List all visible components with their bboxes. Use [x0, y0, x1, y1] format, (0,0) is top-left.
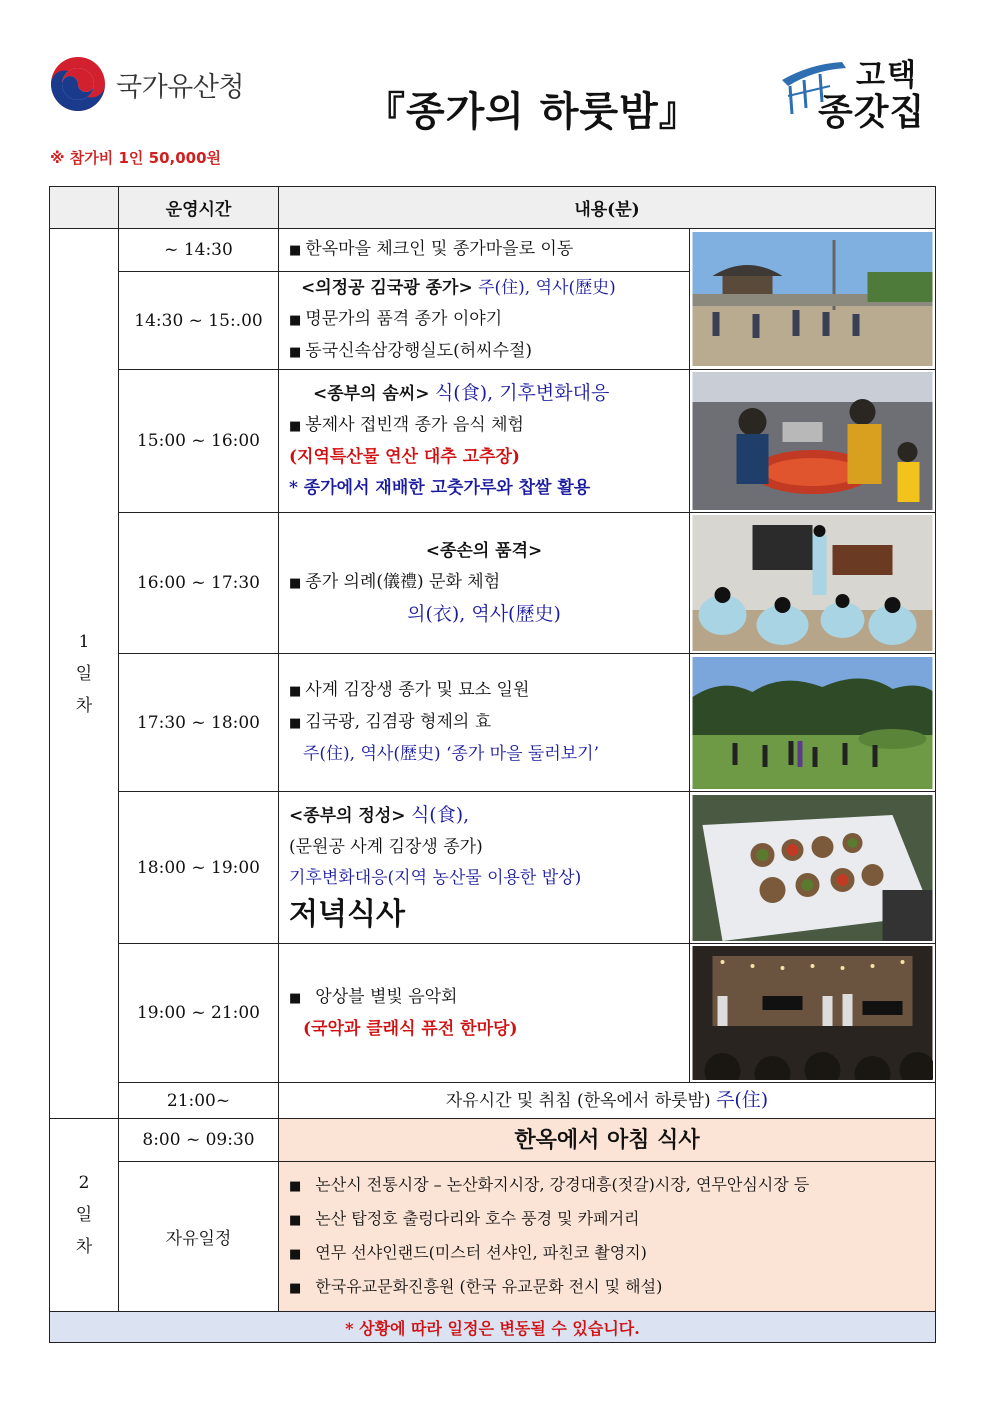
time-cell: 16:00 ~ 17:30 — [119, 513, 279, 654]
brand-line2: 종갓집 — [818, 92, 926, 133]
content-line: 김국광, 김겸광 형제의 효 — [305, 712, 492, 732]
concert-photo — [692, 946, 933, 1080]
content-tag: 식(食), — [410, 803, 470, 826]
time-cell: 14:30 ~ 15:.00 — [119, 272, 279, 370]
brand-line1: 고택 — [856, 58, 918, 93]
time-cell: 21:00~ — [119, 1083, 279, 1119]
table-row — [50, 792, 936, 944]
brand-logo — [780, 50, 950, 133]
photo-cell — [690, 792, 936, 944]
content-cell: ■ 논산시 전통시장 – 논산화지시장, 강경대흥(젓갈)시장, 연무안심시장 등 ■ 논산 탑정호 출렁다리와 호수 풍경 및 카페거리 ■ 연무 선샤인랜드(미스터 션샤인, 파친코 촬영지) ■ 한국유교문화진흥원 (한국 유교문화 전시 및 해설) — [279, 1162, 936, 1312]
content-line: 앙상블 별빛 음악회 — [315, 986, 458, 1007]
table-row — [50, 513, 936, 654]
content-cell: ■ 앙상블 별빛 음악회 (국악과 클래식 퓨전 한마당) — [279, 944, 690, 1083]
page-header — [0, 0, 992, 180]
content-cell: ■ 한옥마을 체크인 및 종가마을로 이동 — [279, 229, 690, 272]
header-content: 내용(분) — [279, 187, 936, 229]
table-row — [50, 1119, 936, 1162]
time-cell: 19:00 ~ 21:00 — [119, 944, 279, 1083]
taeguk-icon — [50, 56, 106, 112]
content-line: * 종가에서 재배한 고춧가루와 찹쌀 활용 — [289, 478, 591, 498]
content-tag: 주(住), 역사(歷史) — [478, 278, 616, 298]
content-line: (문원공 사계 김장생 종가) — [289, 836, 483, 857]
photo-cell — [690, 654, 936, 792]
content-line: 동국신속삼강행실도(허씨수절) — [305, 341, 533, 361]
table-row — [50, 1083, 936, 1119]
list-item: 한국유교문화진흥원 (한국 유교문화 전시 및 해설) — [315, 1276, 663, 1296]
content-tag: 주(住) — [716, 1088, 769, 1111]
ritual-photo — [692, 515, 933, 651]
agency-name: 국가유산청 — [116, 71, 244, 103]
day2-cell — [50, 1119, 119, 1312]
village-tour-photo — [692, 232, 933, 366]
content-line: <종부의 솜씨> — [313, 384, 430, 404]
table-footer-row — [50, 1312, 936, 1343]
schedule-table — [49, 186, 936, 1343]
content-line: 사계 김장생 종가 및 묘소 일원 — [305, 680, 530, 700]
time-cell: 15:00 ~ 16:00 — [119, 370, 279, 513]
table-header-row — [50, 187, 936, 229]
content-line: 자유시간 및 취침 (한옥에서 하룻밤) — [445, 1090, 711, 1111]
photo-cell — [690, 944, 936, 1083]
content-line: (국악과 클래식 퓨전 한마당) — [303, 1018, 518, 1039]
table-row — [50, 1162, 936, 1312]
content-line: 봉제사 접빈객 종가 음식 체험 — [305, 415, 524, 435]
day-number: 1 — [78, 631, 90, 652]
content-tag: 주(住), 역사(歷史) ‘종가 마을 둘러보기’ — [303, 744, 599, 764]
photo-cell — [690, 370, 936, 513]
agency-logo — [50, 56, 244, 112]
time-cell: 17:30 ~ 18:00 — [119, 654, 279, 792]
time-cell: 8:00 ~ 09:30 — [119, 1119, 279, 1162]
day-char: 일 — [75, 1205, 93, 1225]
photo-cell — [690, 513, 936, 654]
content-line: 명문가의 품격 종가 이야기 — [305, 309, 503, 329]
time-cell: 18:00 ~ 19:00 — [119, 792, 279, 944]
day-number: 2 — [78, 1173, 90, 1193]
content-line: <종부의 정성> — [289, 805, 406, 826]
table-row — [50, 229, 936, 272]
content-cell — [279, 1083, 936, 1119]
content-line: <의정공 김국광 종가> — [301, 278, 473, 298]
content-tag: 의(衣), 역사(歷史) — [407, 603, 561, 625]
photo-cell — [690, 229, 936, 370]
content-cell: <종손의 품격> ■ 종가 의례(儀禮) 문화 체험 의(衣), 역사(歷史) — [279, 513, 690, 654]
day-char: 차 — [75, 695, 93, 716]
time-cell: 자유일정 — [119, 1162, 279, 1312]
day1-cell — [50, 229, 119, 1119]
header-time: 운영시간 — [119, 187, 279, 229]
table-row — [50, 944, 936, 1083]
list-item: 논산 탑정호 출렁다리와 호수 풍경 및 카페거리 — [315, 1208, 640, 1228]
time-cell: ~ 14:30 — [119, 229, 279, 272]
page-title: 『종가의 하룻밤』 — [365, 89, 700, 135]
table-row — [50, 654, 936, 792]
content-cell: <종부의 솜씨> 식(食), 기후변화대응 ■ 봉제사 접빈객 종가 음식 체험 (지역특산물 연산 대추 고추장) * 종가에서 재배한 고춧가루와 찹쌀 활용 — [279, 370, 690, 513]
content-line: <종손의 품격> — [425, 541, 543, 561]
content-cell: 한옥에서 아침 식사 — [279, 1119, 936, 1162]
dinner-label: 저녁식사 — [289, 896, 405, 932]
list-item: 논산시 전통시장 – 논산화지시장, 강경대흥(젓갈)시장, 연무안심시장 등 — [315, 1174, 810, 1194]
day-char: 차 — [75, 1237, 93, 1257]
header-day-cell — [50, 187, 119, 229]
content-tag: 식(食), 기후변화대응 — [434, 382, 610, 404]
content-line: 한옥마을 체크인 및 종가마을로 이동 — [305, 239, 574, 259]
schedule-notice: * 상황에 따라 일정은 변동될 수 있습니다. — [50, 1312, 936, 1343]
content-line: 종가 의례(儀禮) 문화 체험 — [305, 572, 501, 592]
list-item: 연무 선샤인랜드(미스터 션샤인, 파친코 촬영지) — [315, 1242, 647, 1262]
tomb-site-photo — [692, 657, 933, 789]
table-row — [50, 370, 936, 513]
day-char: 일 — [75, 663, 93, 684]
content-cell: <의정공 김국광 종가> 주(住), 역사(歷史) ■ 명문가의 품격 종가 이야기 ■ 동국신속삼강행실도(허씨수절) — [279, 272, 690, 370]
content-cell — [279, 792, 690, 944]
content-tag: 기후변화대응(지역 농산물 이용한 밥상) — [289, 867, 582, 888]
content-cell: ■ 사계 김장생 종가 및 묘소 일원 ■ 김국광, 김겸광 형제의 효 주(住), 역사(歷史) ‘종가 마을 둘러보기’ — [279, 654, 690, 792]
cooking-photo — [692, 372, 933, 510]
content-line: (지역특산물 연산 대추 고추장) — [289, 447, 520, 467]
dinner-table-photo — [692, 795, 933, 941]
participation-fee: ※ 참가비 1인 50,000원 — [50, 149, 222, 167]
